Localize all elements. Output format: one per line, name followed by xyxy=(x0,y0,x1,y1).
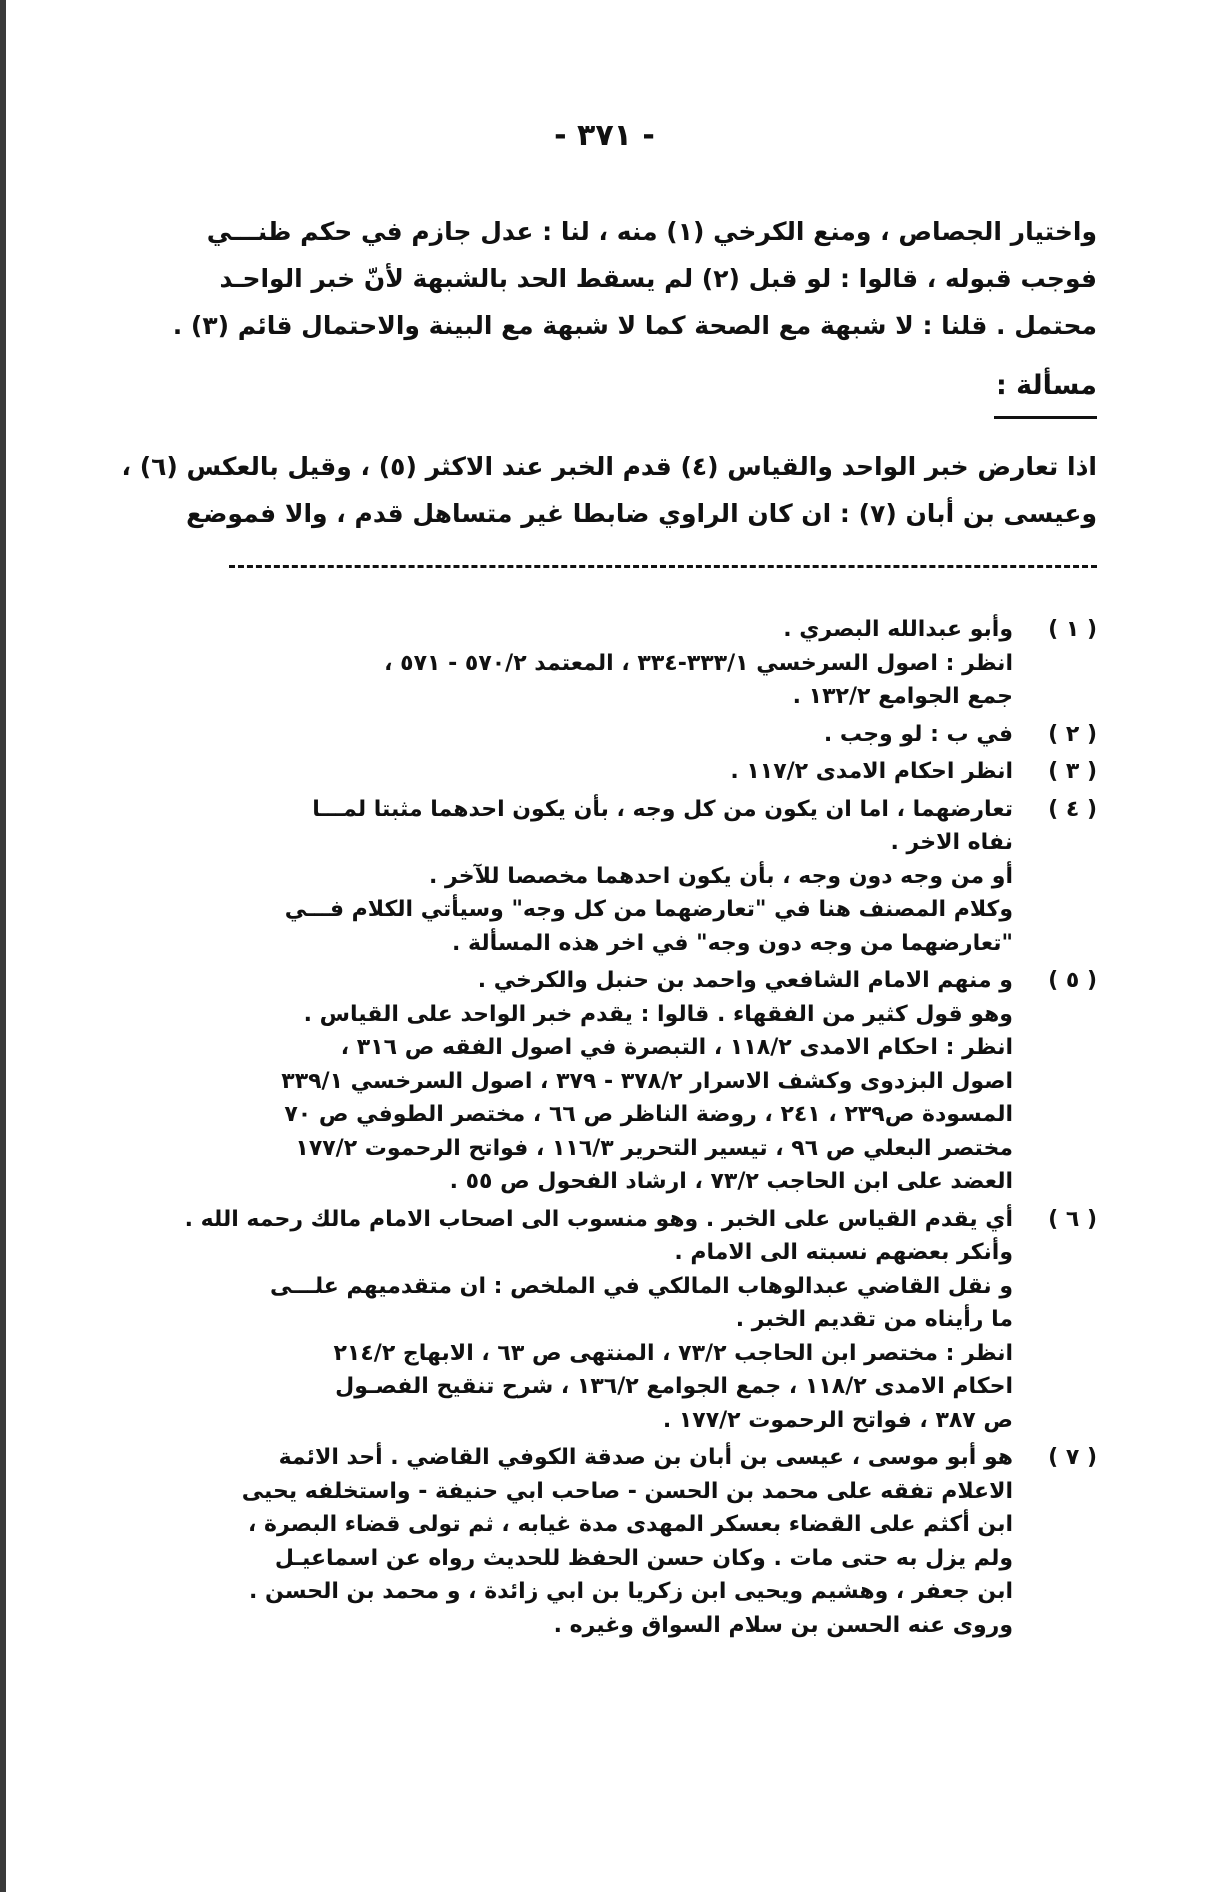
footnote-line: وكلام المصنف هنا في "تعارضهما من كل وجه" وسيأتي الكلام فـــي xyxy=(284,897,1013,922)
footnote-text xyxy=(107,755,1013,789)
footnote-text xyxy=(107,718,1013,752)
footnote-line: تعارضهما ، اما ان يكون من كل وجه ، بأن يكون احدهما مثبتا لمـــا xyxy=(312,796,1013,822)
footnote-line: الاعلام تفقه على محمد بن الحسن - صاحب ابي حنيفة - واستخلفه يحيى xyxy=(241,1478,1013,1504)
footnote xyxy=(107,964,1097,1199)
footnote-line: احكام الامدى ١١٨/٢ ، جمع الجوامع ١٣٦/٢ ، شرح تنقيح الفصـول xyxy=(335,1374,1013,1399)
footnote-line: وهو قول كثير من الفقهاء . قالوا : يقدم خبر الواحد على القياس . xyxy=(303,1001,1013,1027)
footnote-line: ما رأيناه من تقديم الخبر . xyxy=(735,1307,1013,1332)
footnote xyxy=(107,793,1097,961)
footnote-line: وروى عنه الحسن بن سلام السواق وغيره . xyxy=(553,1612,1013,1638)
footnotes-section xyxy=(107,613,1097,1642)
footnote-line: وأبو عبدالله البصري . xyxy=(783,617,1013,642)
body-paragraph-2 xyxy=(121,443,1097,537)
footnote-line: انظر : احكام الامدى ١١٨/٢ ، التبصرة في اصول الفقه ص ٣١٦ ، xyxy=(340,1035,1013,1060)
heading-underline xyxy=(994,416,1097,419)
body-line: اذا تعارض خبر الواحد والقياس (٤) قدم الخبر عند الاكثر (٥) ، وقيل بالعكس (٦) ، xyxy=(121,452,1097,481)
footnote-marker: ( ٥ ) xyxy=(1048,968,1097,993)
footnote-marker: ( ١ ) xyxy=(1048,617,1097,642)
body-line: فوجب قبوله ، قالوا : لو قبل (٢) لم يسقط الحد بالشبهة لأنّ خبر الواحـد xyxy=(219,264,1097,293)
footnote-line: أو من وجه دون وجه ، بأن يكون احدهما مخصصا للآخر . xyxy=(429,863,1013,889)
footnote xyxy=(107,1441,1097,1642)
footnote-text xyxy=(107,1203,1013,1438)
footnote-marker: ( ٦ ) xyxy=(1048,1206,1097,1232)
scan-edge-shadow xyxy=(0,0,6,1892)
footnote-line: "تعارضهما من وجه دون وجه" في اخر هذه المسألة . xyxy=(451,930,1013,956)
page-number: - ٣٧١ - xyxy=(554,118,655,153)
footnote-text xyxy=(107,793,1013,961)
footnote-line: العضد على ابن الحاجب ٧٣/٢ ، ارشاد الفحول ص ٥٥ . xyxy=(449,1169,1013,1194)
footnote-text xyxy=(107,964,1013,1199)
footnote-line: انظر : اصول السرخسي ٣٣٣/١-٣٣٤ ، المعتمد ٥٧٠/٢ - ٥٧١ ، xyxy=(384,650,1013,676)
footnote-line: وأنكر بعضهم نسبته الى الامام . xyxy=(674,1240,1013,1265)
footnote-line: في ب : لو وجب . xyxy=(823,721,1013,747)
body-paragraph-1 xyxy=(172,208,1097,349)
footnote-line: انظر احكام الامدى ١١٧/٢ . xyxy=(730,759,1013,784)
footnote-marker: ( ٧ ) xyxy=(1048,1445,1097,1470)
body-line: محتمل . قلنا : لا شبهة مع الصحة كما لا شبهة مع البينة والاحتمال قائم (٣) . xyxy=(172,311,1097,340)
footnote-line: اصول البزدوى وكشف الاسرار ٣٧٨/٢ - ٣٧٩ ، اصول السرخسي ٣٣٩/١ xyxy=(281,1068,1013,1094)
footnote-line: ولم يزل به حتى مات . وكان حسن الحفظ للحديث رواه عن اسماعيـل xyxy=(274,1545,1013,1571)
footnote-text xyxy=(107,1441,1013,1642)
footnote xyxy=(107,755,1097,789)
footnote xyxy=(107,613,1097,714)
footnote-marker: ( ٤ ) xyxy=(1048,796,1097,822)
footnote-text xyxy=(107,613,1013,714)
footnote-line: نفاه الاخر . xyxy=(890,830,1013,855)
footnote-line: هو أبو موسى ، عيسى بن أبان بن صدقة الكوفي القاضي . أحد الائمة xyxy=(278,1445,1013,1470)
footnote-separator xyxy=(229,565,1097,568)
footnote-line: أي يقدم القياس على الخبر . وهو منسوب الى اصحاب الامام مالك رحمه الله . xyxy=(184,1206,1013,1232)
footnote-line: و نقل القاضي عبدالوهاب المالكي في الملخص : ان متقدميهم علـــى xyxy=(270,1273,1013,1299)
section-heading: مسألة : xyxy=(995,370,1097,401)
footnote-line: مختصر البعلي ص ٩٦ ، تيسير التحرير ١١٦/٣ ، فواتح الرحموت ١٧٧/٢ xyxy=(295,1135,1013,1161)
footnote-line: ابن أكثم على القضاء بعسكر المهدى مدة غيابه ، ثم تولى قضاء البصرة ، xyxy=(247,1512,1013,1537)
footnote-marker: ( ٢ ) xyxy=(1048,721,1097,747)
footnote-line: جمع الجوامع ١٣٢/٢ . xyxy=(792,684,1013,709)
footnote xyxy=(107,718,1097,752)
footnote-marker: ( ٣ ) xyxy=(1048,759,1097,784)
body-line: وعيسى بن أبان (٧) : ان كان الراوي ضابطا غير متساهل قدم ، والا فموضع xyxy=(186,499,1097,528)
footnote-line: المسودة ص٢٣٩ ، ٢٤١ ، روضة الناظر ص ٦٦ ، مختصر الطوفي ص ٧٠ xyxy=(284,1102,1013,1127)
body-line: واختيار الجصاص ، ومنع الكرخي (١) منه ، لنا : عدل جازم في حكم ظنـــي xyxy=(206,217,1097,246)
footnote-line: انظر : مختصر ابن الحاجب ٧٣/٢ ، المنتهى ص ٦٣ ، الابهاج ٢١٤/٢ xyxy=(333,1340,1013,1366)
footnote xyxy=(107,1203,1097,1438)
footnote-line: و منهم الامام الشافعي واحمد بن حنبل والكرخي . xyxy=(477,968,1013,993)
footnote-line: ابن جعفر ، وهشيم ويحيى ابن زكريا بن ابي زائدة ، و محمد بن الحسن . xyxy=(249,1579,1013,1604)
footnote-line: ص ٣٨٧ ، فواتح الرحموت ١٧٧/٢ . xyxy=(662,1407,1013,1433)
